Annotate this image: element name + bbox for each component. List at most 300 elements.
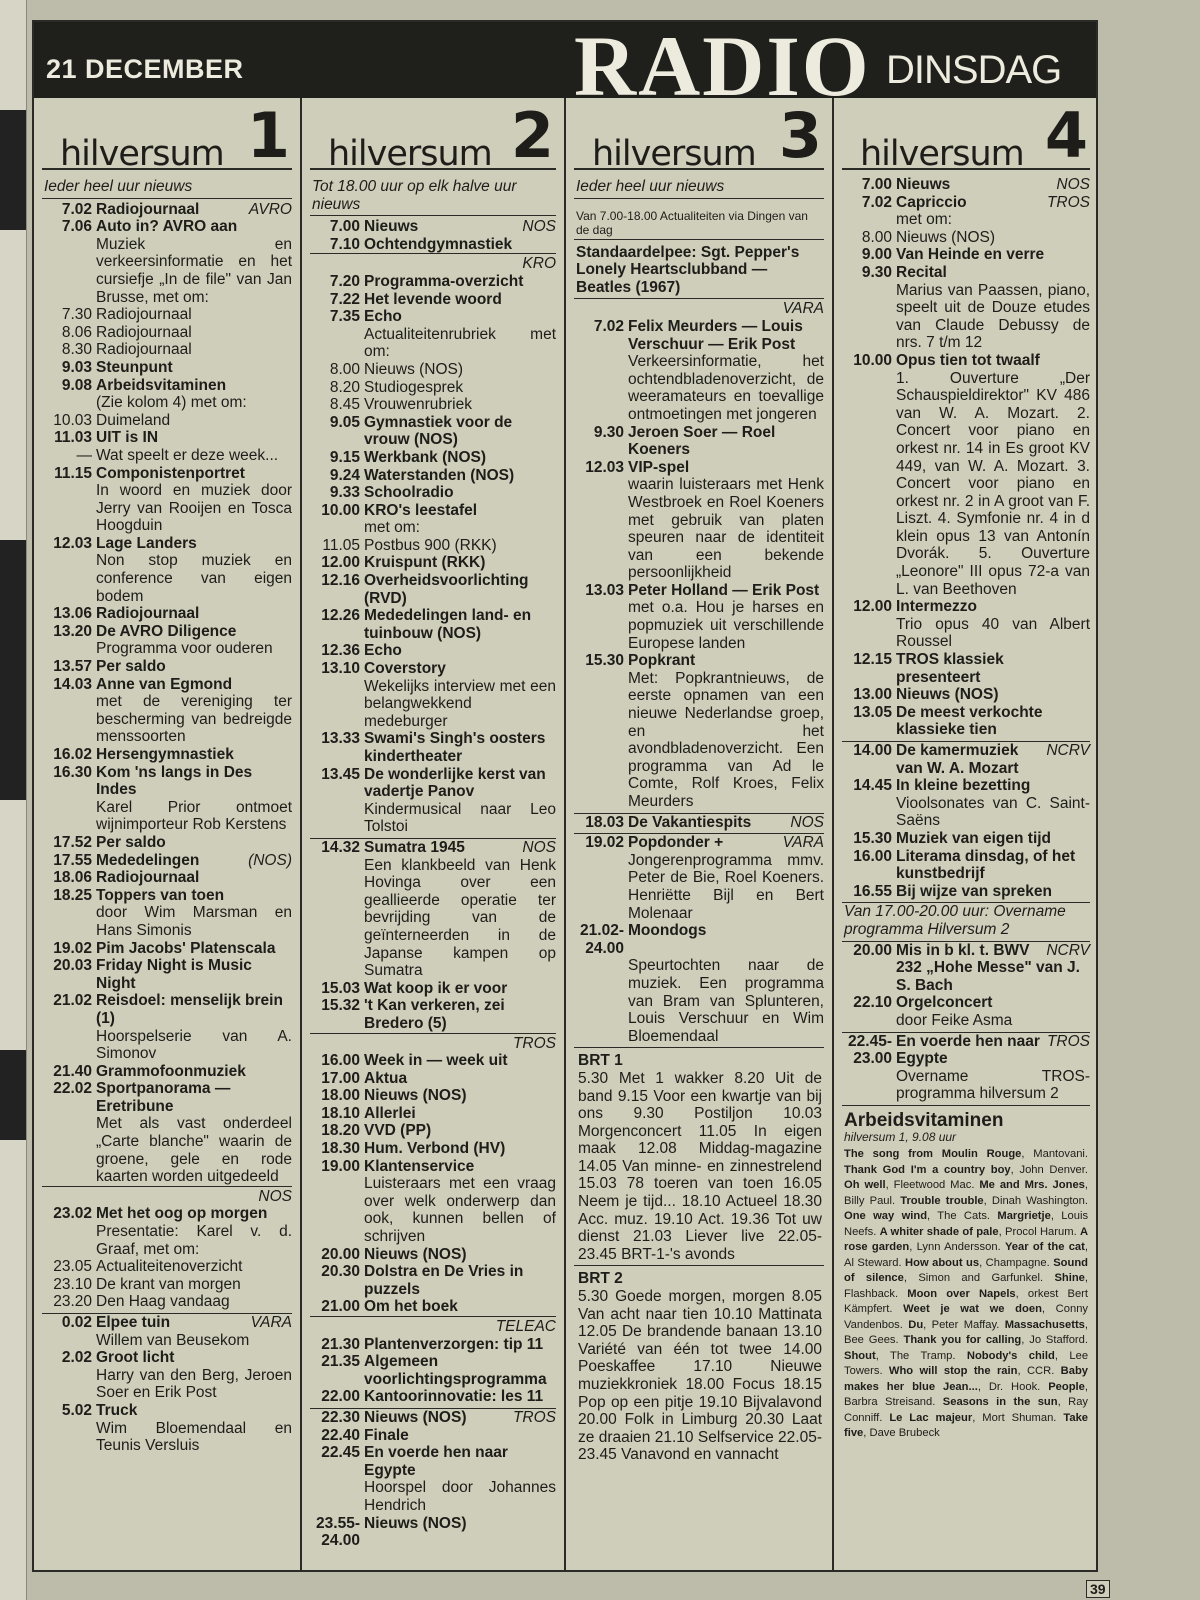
- programme-time: 12.03: [585, 458, 624, 476]
- broadcaster-label: TROS: [512, 1408, 556, 1426]
- station-name: hilversum: [592, 134, 756, 175]
- programme-entry: [574, 652, 824, 670]
- programme-title: [896, 598, 1090, 616]
- programme-description: Luisteraars met een vraag over welk onderwerp dan ook, kunnen bellen of schrijven: [364, 1175, 556, 1246]
- programme-entry: [842, 1033, 1090, 1068]
- banner-day: DINSDAG: [886, 48, 1062, 92]
- programme-time: 7.30: [61, 306, 92, 324]
- news-note: Ieder heel uur nieuws: [574, 170, 824, 199]
- programme-entry: [42, 1314, 292, 1332]
- programme-title: [96, 306, 292, 324]
- programme-description: Vioolsonates van C. Saint-Saëns: [896, 794, 1090, 830]
- programme-title-text: Hersengymnastiek: [96, 746, 234, 763]
- programme-time: 7.00: [861, 176, 892, 193]
- programme-entry: [42, 341, 292, 359]
- programme-title-text: UIT is IN: [96, 429, 159, 447]
- programme-title-text: Actualiteitenoverzicht: [96, 1258, 243, 1276]
- programme-description: (Zie kolom 4) met om:: [96, 394, 247, 412]
- programme-time: 9.30: [593, 423, 624, 441]
- programme-entry: [310, 414, 556, 449]
- news-note: Tot 18.00 uur op elk halve uur nieuws: [310, 170, 556, 216]
- programme-title-text: VVD (PP): [364, 1122, 432, 1140]
- programme-title: [96, 341, 292, 359]
- programme-entry: [310, 1246, 556, 1264]
- programme-title: [628, 582, 824, 600]
- programme-time: 17.00: [321, 1069, 360, 1087]
- broadcaster-divider: NOS: [42, 1186, 292, 1206]
- programme-title: [364, 1444, 556, 1479]
- programme-title-text: Echo: [364, 308, 402, 326]
- programme-title: [896, 651, 1090, 686]
- section-divider: [574, 1047, 824, 1048]
- programme-title-text: Pim Jacobs' Platenscala: [96, 939, 276, 957]
- playlist-song: Massachusetts: [1004, 1318, 1085, 1331]
- programme-title-text: Nieuws (NOS): [896, 686, 999, 704]
- programme-time: 9.24: [329, 466, 360, 484]
- programme-title-text: 't Kan verkeren, zei Bredero (5): [364, 997, 505, 1032]
- programme-time: 12.16: [321, 572, 360, 590]
- programme-title: [364, 1246, 556, 1264]
- programme-description: Overname TROS-programma hilversum 2: [896, 1067, 1090, 1103]
- playlist-artist: Lee Towers: [844, 1349, 1089, 1378]
- programme-title: [896, 1033, 1090, 1068]
- programme-entry: [842, 352, 1090, 370]
- programme-entry: [574, 814, 824, 832]
- programme-entry: [310, 1122, 556, 1140]
- broadcaster-label: NOS: [790, 813, 824, 831]
- programme-title: [96, 940, 292, 958]
- programme-title-text: Swami's Singh's oosters kindertheater: [364, 730, 546, 765]
- programme-title: [96, 1080, 292, 1115]
- programme-title-text: Felix Meurders — Louis Verschuur — Erik Post: [628, 317, 803, 353]
- programme-title: [96, 887, 292, 905]
- programme-time: 20.03: [53, 957, 92, 975]
- programme-title-text: VIP-spel: [628, 458, 690, 476]
- programme-time: —: [76, 446, 92, 464]
- broadcaster-divider: TROS: [310, 1033, 556, 1053]
- broadcaster-label: VARA: [250, 1314, 292, 1331]
- programme-entry: [42, 377, 292, 395]
- station-header: [42, 99, 292, 175]
- programme-title: [96, 1205, 292, 1223]
- playlist-song: A rose garden: [844, 1225, 1089, 1254]
- programme-title-text: Nieuws: [896, 176, 951, 193]
- programme-title: [96, 412, 292, 430]
- programme-title: [896, 194, 1090, 212]
- playlist-song: Baby makes her blue Jean...: [844, 1365, 1089, 1393]
- programme-time: 8.20: [329, 378, 360, 396]
- programme-title: [364, 502, 556, 520]
- programme-description: 1. Ouverture „Der Schauspieldirektor" KV 486 van W. A. Mozart. 2. Concert voor piano en orkest nr. 14 in Es groot KV 449, van W. A. Mozart. 3. Concert voor piano en orkest nr. 2 in A groot van F. Liszt. 4. Symfonie nr. 4 in d klein opus 13 van Antonín Dvorák. 5. Ouverture „Leonore" III opus 72-a van L. van Beethoven: [896, 369, 1090, 598]
- programme-title-text: Mis in b kl. t. BWV 232 „Hohe Messe" van J. S. Bach: [896, 941, 1080, 994]
- programme-time: 23.02: [53, 1205, 92, 1223]
- programme-time: 18.00: [321, 1087, 360, 1105]
- playlist-song: People: [1048, 1380, 1085, 1393]
- playlist-artist: Al Steward: [844, 1256, 899, 1269]
- programme-time: 9.00: [861, 246, 892, 264]
- programme-time: 15.30: [585, 652, 624, 670]
- broadcaster-divider: KRO: [310, 253, 556, 273]
- programme-title: [364, 1087, 556, 1105]
- programme-title-text: Moondogs: [628, 922, 707, 940]
- programme-entry: [42, 535, 292, 553]
- programme-title: [364, 484, 556, 502]
- adjacent-page-edge: [0, 0, 27, 1600]
- programme-title: [364, 467, 556, 485]
- programme-entry: [42, 465, 292, 483]
- programme-title-text: Grammofoonmuziek: [96, 1062, 246, 1080]
- programme-time: 14.32: [321, 838, 360, 856]
- programme-entry: [574, 834, 824, 852]
- programme-time: 17.55: [53, 851, 92, 869]
- programme-time: 11.05: [322, 536, 360, 554]
- programme-entry: [42, 992, 292, 1027]
- programme-time: 12.15: [853, 651, 892, 669]
- programme-title-text: Jeroen Soer — Roel Koeners: [628, 423, 776, 459]
- playlist-song: Nobody's child: [966, 1349, 1055, 1362]
- programme-title: [96, 1258, 292, 1276]
- programme-entry: [310, 308, 556, 326]
- programme-title-text: Capriccio: [896, 193, 967, 211]
- programme-title-text: Radiojournaal: [96, 200, 200, 218]
- programme-title-text: Per saldo: [96, 658, 166, 676]
- programme-entry: [310, 396, 556, 414]
- programme-entry: [310, 839, 556, 857]
- programme-time: 9.30: [861, 263, 892, 281]
- programme-description: met de vereniging ter bescherming van bedreigde menssoorten: [96, 693, 292, 746]
- playlist-song: Weet je wat we doen: [903, 1303, 1042, 1316]
- programme-entry: [42, 623, 292, 641]
- programme-time: 22.00: [321, 1388, 360, 1406]
- programme-entry: [42, 1349, 292, 1367]
- programme-description: Wim Bloemendaal en Teunis Versluis: [96, 1419, 292, 1455]
- programme-description: Muziek en verkeersinformatie en het cursiefje „In de file" van Jan Brusse, met om:: [96, 235, 292, 306]
- programme-entry: [310, 1409, 556, 1427]
- station-header: [574, 99, 824, 175]
- programme-title-text: Intermezzo: [896, 598, 977, 616]
- programme-title-text: Met het oog op morgen: [96, 1205, 268, 1223]
- programme-entry: [842, 994, 1090, 1012]
- programme-title: [628, 318, 824, 353]
- programme-title-text: Nieuws (NOS): [364, 1408, 467, 1426]
- broadcaster-label: TROS: [1046, 1032, 1090, 1050]
- programme-title-text: In kleine bezetting: [896, 777, 1031, 795]
- programme-entry: [310, 1427, 556, 1445]
- programme-entry: [842, 246, 1090, 264]
- programme-entry: [310, 218, 556, 236]
- programme-title: [96, 429, 292, 447]
- programme-title: [96, 957, 292, 992]
- programme-time: 7.02: [593, 317, 624, 335]
- programme-title-text: Nieuws (NOS): [364, 1514, 467, 1532]
- programme-title-text: Radiojournaal: [96, 306, 192, 324]
- programme-title: [96, 658, 292, 676]
- programme-title-text: Nieuws (NOS): [896, 228, 996, 246]
- programme-title: [628, 652, 824, 670]
- programme-entry: [842, 686, 1090, 704]
- programme-time: 8.45: [329, 396, 360, 414]
- programme-entry: [310, 236, 556, 254]
- programme-time: 0.02: [61, 1314, 92, 1331]
- programme-title: [364, 607, 556, 642]
- programme-title-text: Radiojournaal: [96, 341, 192, 359]
- brt2-title: BRT 2: [578, 1270, 623, 1288]
- programme-time: 15.30: [853, 829, 892, 847]
- programme-entry: [42, 1080, 292, 1115]
- programme-description: Jongerenprogramma mmv. Peter de Bie, Roel Koeners. Henriëtte Bijl en Bert Molenaar: [628, 851, 824, 922]
- programme-time: 14.03: [53, 675, 92, 693]
- programme-title-text: Anne van Egmond: [96, 675, 233, 693]
- programme-entry: [310, 766, 556, 801]
- programme-title: [364, 396, 556, 414]
- programme-title: [896, 742, 1090, 777]
- programme-time: 22.45: [321, 1444, 360, 1462]
- actualiteiten-note: Van 7.00-18.00 Actualiteiten via Dingen van de dag: [574, 201, 824, 240]
- programme-title: [364, 730, 556, 765]
- programme-entry: [310, 361, 556, 379]
- playlist-song: Thank you for calling: [903, 1334, 1022, 1347]
- programme-description: Actualiteitenrubriek met om:: [364, 325, 556, 361]
- station-name: hilversum: [860, 134, 1024, 175]
- programme-title-text: Kantoorinnovatie: les 11: [364, 1388, 544, 1406]
- programme-entry: [310, 572, 556, 607]
- playlist-song: A whiter shade of pale: [879, 1225, 999, 1238]
- programme-time: 13.00: [853, 686, 892, 704]
- station-number: 4: [1044, 99, 1088, 172]
- programme-entry: [310, 379, 556, 397]
- programme-title: [96, 676, 292, 694]
- playlist-song: One way wind: [844, 1210, 928, 1223]
- arbeidsvitaminen-subtitle: hilversum 1, 9.08 uur: [844, 1130, 957, 1145]
- programme-time: 9.33: [329, 484, 360, 502]
- programme-description: Hoorspelserie van A. Simonov: [96, 1027, 292, 1063]
- programme-title: [96, 324, 292, 342]
- programme-time: 10.00: [853, 351, 892, 369]
- programme-entry: [310, 1336, 556, 1354]
- programme-title-text: Kom 'ns langs in Des Indes: [96, 763, 253, 799]
- programme-title: [364, 980, 556, 998]
- programme-entry: [42, 447, 292, 465]
- playlist-artist: Dr. Hook: [988, 1380, 1038, 1393]
- programme-title: [96, 1063, 292, 1081]
- programme-title-text: TROS klassiek presenteert: [896, 651, 1004, 686]
- page-banner: [34, 18, 1096, 114]
- playlist-artist: Fleetwood Mac: [893, 1179, 972, 1192]
- programme-entry: [42, 306, 292, 324]
- programme-time: 13.05: [853, 703, 892, 721]
- programme-title: [896, 777, 1090, 795]
- programme-title: [96, 1349, 292, 1367]
- programme-time: 13.45: [321, 765, 360, 783]
- programme-description: door Wim Marsman en Hans Simonis: [96, 904, 292, 939]
- playlist-artist: John Denver: [1019, 1163, 1085, 1176]
- adjacent-page-dark-block: [0, 110, 26, 230]
- programme-entry: [42, 218, 292, 236]
- programme-entry: [310, 642, 556, 660]
- programme-title: [364, 660, 556, 678]
- programme-entry: [42, 605, 292, 623]
- programme-time: 23.05: [53, 1258, 92, 1276]
- playlist-song: Shout: [844, 1349, 876, 1362]
- programme-time: 21.02-24.00: [580, 922, 624, 957]
- playlist-song: The song from Moulin Rouge: [844, 1148, 1022, 1161]
- programme-title: [96, 869, 292, 887]
- programme-title-text: Allerlei: [364, 1104, 416, 1122]
- programme-title-text: Dolstra en De Vries in puzzels: [364, 1263, 524, 1298]
- playlist-artist: The Tramp: [890, 1349, 953, 1362]
- programme-title: [364, 766, 556, 801]
- programme-entry: [42, 834, 292, 852]
- playlist-song: Du: [908, 1318, 924, 1331]
- programme-entry: [42, 852, 292, 870]
- playlist-song: Me and Mrs. Jones: [979, 1179, 1085, 1192]
- programme-title-text: Truck: [96, 1401, 138, 1419]
- programme-title: [96, 1402, 292, 1420]
- programme-time: 18.03: [585, 813, 624, 831]
- playlist-artist: Jo Stafford: [1029, 1334, 1085, 1347]
- programme-title-text: Popkrant: [628, 652, 696, 670]
- programme-title-text: Studiogesprek: [364, 378, 464, 396]
- programme-time: 15.03: [321, 979, 360, 997]
- programme-title-text: De AVRO Diligence: [96, 622, 237, 640]
- programme-entry: [310, 1353, 556, 1388]
- programme-entry: [842, 229, 1090, 247]
- playlist-artist: Champagne: [985, 1256, 1047, 1269]
- programme-title: [896, 704, 1090, 739]
- programme-title: [96, 377, 292, 395]
- programme-time: 14.00: [853, 742, 892, 759]
- programme-description: door Feike Asma: [896, 1011, 1013, 1029]
- broadcaster-divider: VARA: [574, 298, 824, 318]
- station-columns: [34, 98, 1096, 1572]
- broadcaster-label: AVRO: [248, 200, 292, 218]
- programme-entry: [842, 264, 1090, 282]
- programme-title-text: Werkbank (NOS): [364, 448, 487, 466]
- programme-title-text: Om het boek: [364, 1298, 458, 1316]
- programme-title-text: Opus tien tot twaalf: [896, 351, 1040, 369]
- programme-time: 23.10: [53, 1275, 92, 1293]
- programme-time: 16.00: [853, 847, 892, 865]
- programme-title: [364, 379, 556, 397]
- programme-title: [364, 1070, 556, 1088]
- programme-time: 21.35: [321, 1353, 360, 1371]
- programme-time: 13.10: [321, 660, 360, 678]
- broadcaster-divider: TELEAC: [310, 1316, 556, 1336]
- playlist-song: Le Lac majeur: [889, 1411, 973, 1424]
- programme-title-text: De Vakantiespits: [628, 813, 752, 831]
- programme-time: 15.32: [321, 997, 360, 1015]
- programme-title: [628, 424, 824, 459]
- programme-entry: [310, 660, 556, 678]
- adjacent-page-dark-block: [0, 1050, 26, 1140]
- programme-title: [96, 1293, 292, 1311]
- programme-time: 10.03: [53, 411, 92, 429]
- column-hilversum-3: [564, 98, 832, 1572]
- programme-entry: [842, 742, 1090, 777]
- programme-entry: [310, 554, 556, 572]
- programme-title-text: Mededelingen: [96, 851, 200, 869]
- programme-title: [96, 218, 292, 236]
- programme-title-text: Steunpunt: [96, 358, 173, 376]
- programme-title: [364, 1336, 556, 1354]
- programme-title-text: Groot licht: [96, 1349, 175, 1367]
- programme-title-text: Week in — week uit: [364, 1052, 508, 1070]
- programme-entry: [42, 1258, 292, 1276]
- programme-entry: [310, 502, 556, 520]
- section-divider: [842, 1105, 1090, 1106]
- broadcaster-label: NOS: [522, 838, 556, 856]
- programme-description: Speurtochten naar de muziek. Een programma van Bram van Splunteren, Louis Verschuur en Wim Bloemendaal: [628, 957, 824, 1045]
- programme-time: 19.00: [321, 1157, 360, 1175]
- programme-entry: [842, 777, 1090, 795]
- programme-entry: [310, 1515, 556, 1550]
- programme-title-text: Sumatra 1945: [364, 838, 465, 856]
- programme-title: [364, 1427, 556, 1445]
- programme-time: 19.02: [585, 834, 624, 852]
- programme-entry: [574, 424, 824, 459]
- programme-title-text: Den Haag vandaag: [96, 1293, 230, 1311]
- programme-entry: [842, 942, 1090, 995]
- programme-time: 8.06: [61, 323, 92, 341]
- programme-time: 22.10: [853, 994, 892, 1012]
- programme-title-text: Lage Landers: [96, 534, 197, 552]
- programme-title-text: Recital: [896, 263, 947, 281]
- broadcaster-label: (NOS): [248, 851, 292, 869]
- programme-time: 21.02: [53, 992, 92, 1010]
- programme-title: [96, 623, 292, 641]
- programme-entry: [310, 1105, 556, 1123]
- programme-time: 16.02: [53, 746, 92, 763]
- programme-title-text: Mededelingen land- en tuinbouw (NOS): [364, 607, 532, 642]
- programme-time: 12.03: [53, 534, 92, 552]
- station-name: hilversum: [60, 134, 224, 175]
- programme-title-text: Finale: [364, 1426, 409, 1444]
- playlist-artist: Dave Brubeck: [869, 1427, 940, 1440]
- programme-title-text: De meest verkochte klassieke tien: [896, 703, 1043, 739]
- programme-title: [364, 449, 556, 467]
- radio-guide-page: [32, 20, 1098, 1572]
- column-hilversum-2: [300, 98, 564, 1572]
- news-note: Ieder heel uur nieuws: [42, 170, 292, 199]
- programme-title: [364, 537, 556, 555]
- programme-entry: [42, 429, 292, 447]
- programme-entry: [42, 359, 292, 377]
- programme-title: [96, 746, 292, 764]
- programme-title-text: Per saldo: [96, 833, 166, 851]
- programme-time: 22.02: [53, 1080, 92, 1098]
- programme-title: [364, 1158, 556, 1176]
- programme-entry: [42, 1205, 292, 1223]
- programme-description: Met: Popkrantnieuws, de eerste opnamen van een nieuwe Nederlandse groep, en het avondbladenoverzicht. Een programma van Ad le Comte, Rolf Kroes, Felix Meurders: [628, 669, 824, 810]
- programme-entry: [42, 201, 292, 219]
- station-header: [310, 99, 556, 175]
- broadcaster-label: NCRV: [1046, 941, 1090, 959]
- programme-entry: [310, 607, 556, 642]
- programme-title: [628, 459, 824, 477]
- programme-entry: [42, 412, 292, 430]
- programme-time: 13.03: [585, 581, 624, 599]
- playlist-song: Moon over Napels: [907, 1287, 1016, 1300]
- programme-title: [896, 176, 1090, 194]
- programme-title-text: Literama dinsdag, of het kunstbedrijf: [896, 847, 1076, 883]
- programme-title-text: Plantenverzorgen: tip 11: [364, 1335, 544, 1353]
- programme-entry: [310, 467, 556, 485]
- programme-title-text: Postbus 900 (RKK): [364, 536, 497, 554]
- programme-title-text: KRO's leestafel: [364, 501, 478, 519]
- programme-entry: [842, 883, 1090, 901]
- programme-title: [96, 535, 292, 553]
- programme-time: 13.33: [321, 730, 360, 748]
